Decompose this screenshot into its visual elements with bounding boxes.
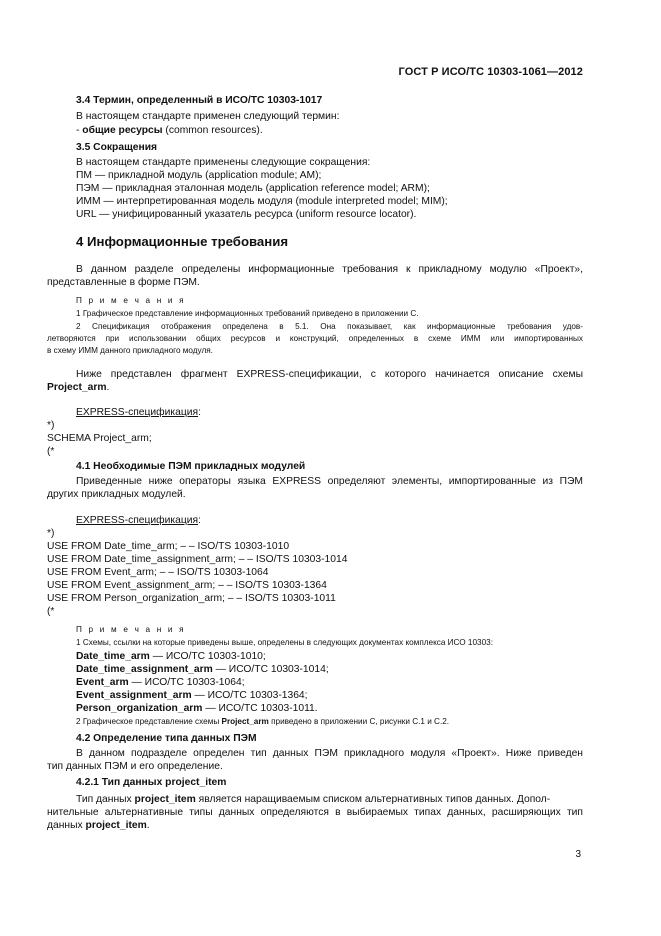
section-4-1-title: 4.1 Необходимые ПЭМ прикладных модулей	[76, 461, 306, 472]
use-from-line: USE FROM Event_arm; – – ISO/TS 10303-1064	[47, 567, 269, 578]
section-4-2-title: 4.2 Определение типа данных ПЭМ	[76, 733, 257, 744]
term-bullet: -	[76, 125, 83, 136]
note-1: 1 Схемы, ссылки на которые приведены выше, определены в следующих документах комплекса ИСО 10303:	[76, 638, 493, 647]
section-4-1-paragraph-line: Приведенные ниже операторы языка EXPRESS определяют элементы, импортированные из ПЭМ	[76, 476, 583, 487]
use-from-line: USE FROM Person_organization_arm; – – ISO/TS 10303-1011	[47, 593, 336, 604]
page-number: 3	[575, 849, 581, 860]
schema-reference: Date_time_assignment_arm — ИСО/ТС 10303-1014;	[76, 664, 329, 675]
express-comment-open: (*	[47, 446, 55, 457]
document-header: ГОСТ Р ИСО/ТС 10303-1061—2012	[398, 66, 583, 78]
section-4-2-1-line: данных project_item.	[47, 820, 150, 831]
express-intro-line-2: Project_arm.	[47, 382, 110, 393]
section-4-title: 4 Информационные требования	[76, 234, 289, 249]
note-2-line: летворяются при использовании общих ресурсов и конструкций, определенных в схеме ИММ или импортированных	[47, 334, 583, 343]
note-1: 1 Графическое представление информационных требований приведено в приложении С.	[76, 309, 419, 318]
schema-reference: Event_assignment_arm — ИСО/ТС 10303-1364;	[76, 690, 308, 701]
section-4-2-1-line: нительные альтернативные типы данных определяются в выбираемых типах данных, расширяющих тип	[47, 807, 583, 818]
notes-label: П р и м е ч а н и я	[76, 625, 186, 634]
abbreviation-item: ПМ — прикладной модуль (application module; AM);	[76, 170, 322, 181]
section-3-5-title: 3.5 Сокращения	[76, 142, 158, 153]
section-3-5-intro: В настоящем стандарте применены следующие сокращения:	[76, 157, 371, 168]
section-3-4-title: 3.4 Термин, определенный в ИСО/ТС 10303-1017	[76, 95, 323, 106]
note-2: 2 Графическое представление схемы Project_arm приведено в приложении С, рисунки С.1 и С.2.	[76, 717, 450, 726]
section-4-1-paragraph-line: других прикладных модулей.	[47, 489, 186, 500]
note-2-line: в схему ИММ данного прикладного модуля.	[47, 346, 213, 355]
express-comment-close: *)	[47, 420, 55, 431]
section-4-2-1-line: Тип данных project_item является наращиваемым списком альтернативных типов данных. Допол-	[76, 794, 551, 805]
express-label: EXPRESS-спецификация:	[76, 407, 201, 418]
section-4-paragraph-line: представленные в форме ПЭМ.	[47, 277, 200, 288]
term-name: общие ресурсы	[82, 125, 163, 136]
section-4-2-1-title: 4.2.1 Тип данных project_item	[76, 777, 227, 788]
use-from-line: USE FROM Event_assignment_arm; – – ISO/TS 10303-1364	[47, 580, 327, 591]
notes-label: П р и м е ч а н и я	[76, 296, 186, 305]
express-label: EXPRESS-спецификация:	[76, 515, 201, 526]
section-4-2-paragraph-line: В данном подразделе определен тип данных ПЭМ прикладного модуля «Проект». Ниже приведен	[76, 748, 583, 759]
note-2-line: 2 Спецификация отображения определена в 5.1. Она показывает, как информационные требования удов-	[76, 322, 583, 331]
section-4-paragraph-line: В данном разделе определены информационные требования к прикладному модулю «Проект»,	[76, 264, 583, 275]
schema-reference: Person_organization_arm — ИСО/ТС 10303-1011.	[76, 703, 318, 714]
express-intro-line: Ниже представлен фрагмент EXPRESS-спецификации, с которого начинается описание схемы	[76, 369, 583, 380]
abbreviation-item: ПЭМ — прикладная эталонная модель (application reference model; ARM);	[76, 183, 430, 194]
use-from-line: USE FROM Date_time_arm; – – ISO/TS 10303-1010	[47, 541, 290, 552]
schema-name: Project_arm	[47, 382, 107, 393]
term-english: (common resources).	[162, 125, 263, 136]
use-from-line: USE FROM Date_time_assignment_arm; – – ISO/TS 10303-1014	[47, 554, 348, 565]
express-schema-line: SCHEMA Project_arm;	[47, 433, 152, 444]
abbreviation-item: URL — унифицированный указатель ресурса (uniform resource locator).	[76, 209, 417, 220]
schema-reference: Event_arm — ИСО/ТС 10303-1064;	[76, 677, 245, 688]
express-comment-open: (*	[47, 606, 55, 617]
section-3-4-intro: В настоящем стандарте применен следующий термин:	[76, 111, 340, 122]
term-line	[76, 124, 263, 137]
abbreviation-item: ИММ — интерпретированная модель модуля (module interpreted model; MIM);	[76, 196, 448, 207]
section-4-2-paragraph-line: тип данных ПЭМ и его определение.	[47, 761, 223, 772]
express-comment-close: *)	[47, 528, 55, 539]
schema-reference: Date_time_arm — ИСО/ТС 10303-1010;	[76, 651, 266, 662]
